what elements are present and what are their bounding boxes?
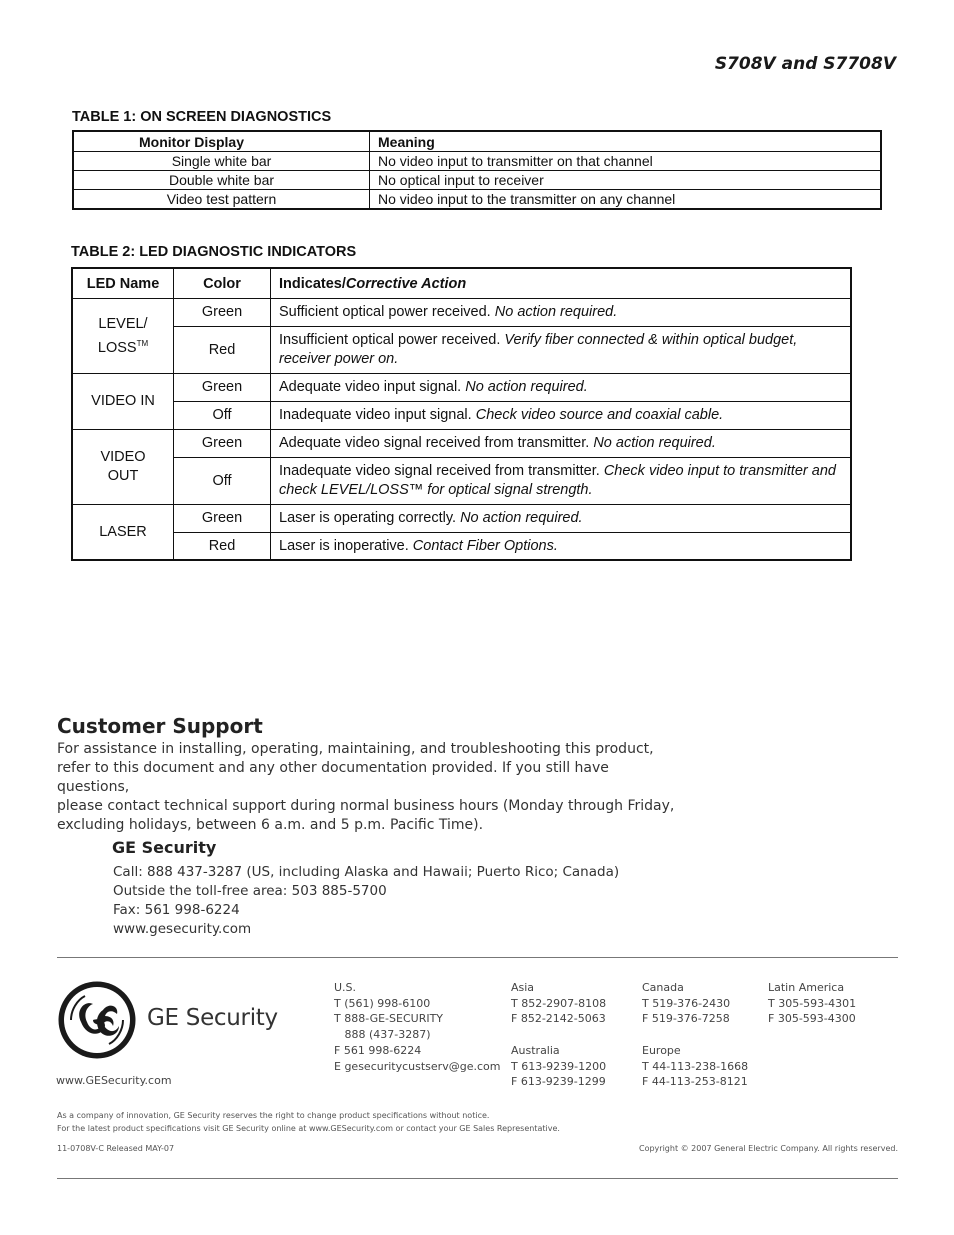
disclaimer-line: For the latest product specifications visit GE Security online at www.GESecurity.com or contact your GE Sales Representative. bbox=[57, 1124, 560, 1133]
support-text-line: For assistance in installing, operating, maintaining, and troubleshooting this product, bbox=[57, 741, 654, 757]
footer-website-link[interactable]: www.GESecurity.com bbox=[56, 1074, 172, 1087]
table-row bbox=[72, 327, 851, 374]
meaning-cell: No video input to the transmitter on any channel bbox=[370, 190, 882, 210]
monitor-display-cell: Double white bar bbox=[73, 171, 370, 190]
disclaimer-line: As a company of innovation, GE Security reserves the right to change product specifications without notice. bbox=[57, 1111, 490, 1120]
led-color-cell: Green bbox=[174, 374, 271, 402]
region-label: Asia bbox=[511, 981, 535, 994]
phone-line: T (561) 998-6100 bbox=[334, 996, 431, 1010]
indicates-cell: Laser is inoperative. Contact Fiber Options. bbox=[271, 533, 852, 561]
support-text-line: please contact technical support during normal business hours (Monday through Friday, bbox=[57, 798, 675, 814]
fax-line: F 44-113-253-8121 bbox=[642, 1075, 748, 1089]
indicates-cell: Inadequate video signal received from transmitter. Check video input to transmitter and check LEVEL/LOSS™ for optical signal strength. bbox=[271, 458, 852, 505]
indicates-cell: Adequate video signal received from transmitter. No action required. bbox=[271, 430, 852, 458]
table-row bbox=[72, 402, 851, 430]
document-number: 11-0708V-C Released MAY-07 bbox=[57, 1144, 175, 1153]
indicates-cell: Adequate video input signal. No action required. bbox=[271, 374, 852, 402]
table-row bbox=[73, 171, 881, 190]
fax-line: F 852-2142-5063 bbox=[511, 1012, 606, 1026]
phone-line: T 305-593-4301 bbox=[768, 996, 857, 1010]
footer-top-divider bbox=[57, 957, 898, 958]
ge-monogram-logo bbox=[57, 980, 137, 1060]
monitor-display-cell: Video test pattern bbox=[73, 190, 370, 210]
document-title: S708V and S7708V bbox=[714, 54, 896, 74]
table-header-row bbox=[73, 131, 881, 152]
outside-toll-free-line: Outside the toll-free area: 503 885-5700 bbox=[113, 883, 387, 899]
contact-canada-europe-column bbox=[642, 980, 748, 1090]
table-row bbox=[72, 533, 851, 561]
led-color-cell: Green bbox=[174, 505, 271, 533]
ge-security-wordmark: GE Security bbox=[147, 1005, 278, 1031]
ge-security-contacts bbox=[113, 863, 619, 939]
indicates-cell: Insufficient optical power received. Verify fiber connected & within optical budget, receiver power on. bbox=[271, 327, 852, 374]
header-meaning: Meaning bbox=[370, 131, 882, 152]
header-indicates: Indicates/Corrective Action bbox=[271, 268, 852, 299]
led-color-cell: Red bbox=[174, 533, 271, 561]
fax-line: F 305-593-4300 bbox=[768, 1012, 856, 1026]
led-color-cell: Off bbox=[174, 402, 271, 430]
customer-support-title: Customer Support bbox=[57, 714, 263, 738]
phone-line: T 852-2907-8108 bbox=[511, 996, 607, 1010]
meaning-cell: No video input to transmitter on that channel bbox=[370, 152, 882, 171]
ge-security-heading: GE Security bbox=[112, 838, 217, 857]
led-color-cell: Red bbox=[174, 327, 271, 374]
table-row bbox=[72, 430, 851, 458]
phone-line: T 44-113-238-1668 bbox=[642, 1059, 749, 1073]
fax-line: F 561 998-6224 bbox=[334, 1043, 422, 1057]
led-name-video-in: VIDEO IN bbox=[72, 374, 174, 430]
phone-line: T 888-GE-SECURITY bbox=[334, 1012, 444, 1026]
region-label: Australia bbox=[511, 1043, 560, 1057]
table-row bbox=[72, 505, 851, 533]
table2-caption: TABLE 2: LED DIAGNOSTIC INDICATORS bbox=[71, 244, 357, 260]
indicates-cell: Sufficient optical power received. No action required. bbox=[271, 299, 852, 327]
led-name-level-loss: LEVEL/ LOSS™ bbox=[72, 299, 174, 374]
phone-line: T 519-376-2430 bbox=[642, 996, 731, 1010]
header-color: Color bbox=[174, 268, 271, 299]
table-row bbox=[72, 299, 851, 327]
led-name-video-out: VIDEO OUT bbox=[72, 430, 174, 505]
contact-us-column bbox=[334, 980, 500, 1074]
indicates-cell: Laser is operating correctly. No action required. bbox=[271, 505, 852, 533]
website-link[interactable]: www.gesecurity.com bbox=[113, 921, 252, 937]
header-led-name: LED Name bbox=[72, 268, 174, 299]
email-link[interactable]: E gesecuritycustserv@ge.com bbox=[334, 1059, 501, 1073]
led-color-cell: Green bbox=[174, 299, 271, 327]
header-monitor-display: Monitor Display bbox=[73, 131, 370, 152]
region-label: Canada bbox=[642, 981, 684, 994]
contact-asia-australia-column bbox=[511, 980, 606, 1090]
region-label: U.S. bbox=[334, 981, 357, 994]
fax-line: F 613-9239-1299 bbox=[511, 1075, 606, 1089]
meaning-cell: No optical input to receiver bbox=[370, 171, 882, 190]
table-row bbox=[73, 190, 881, 210]
fax-line: F 519-376-7258 bbox=[642, 1012, 730, 1026]
table1-caption: TABLE 1: ON SCREEN DIAGNOSTICS bbox=[72, 109, 332, 125]
contact-latin-america-column bbox=[768, 980, 856, 1027]
phone-line: T 613-9239-1200 bbox=[511, 1059, 607, 1073]
table-header-row bbox=[72, 268, 851, 299]
fax-line: Fax: 561 998-6224 bbox=[113, 902, 240, 918]
support-text-line: excluding holidays, between 6 a.m. and 5 p.m. Pacific Time). bbox=[57, 817, 484, 833]
call-line: Call: 888 437-3287 (US, including Alaska and Hawaii; Puerto Rico; Canada) bbox=[113, 864, 620, 880]
support-text-line: refer to this document and any other documentation provided. If you still have questions, bbox=[57, 760, 609, 795]
region-label: Latin America bbox=[768, 981, 845, 994]
copyright-notice: Copyright © 2007 General Electric Company. All rights reserved. bbox=[639, 1144, 898, 1153]
customer-support-body bbox=[57, 740, 677, 835]
led-name-laser: LASER bbox=[72, 505, 174, 561]
on-screen-diagnostics-table bbox=[72, 130, 882, 210]
led-color-cell: Green bbox=[174, 430, 271, 458]
phone-line: 888 (437-3287) bbox=[334, 1028, 431, 1042]
table-row bbox=[72, 458, 851, 505]
led-diagnostic-table bbox=[71, 267, 852, 561]
led-color-cell: Off bbox=[174, 458, 271, 505]
table-row bbox=[72, 374, 851, 402]
monitor-display-cell: Single white bar bbox=[73, 152, 370, 171]
footer-bottom-divider bbox=[57, 1178, 898, 1179]
region-label: Europe bbox=[642, 1043, 681, 1057]
indicates-cell: Inadequate video input signal. Check video source and coaxial cable. bbox=[271, 402, 852, 430]
table-row bbox=[73, 152, 881, 171]
